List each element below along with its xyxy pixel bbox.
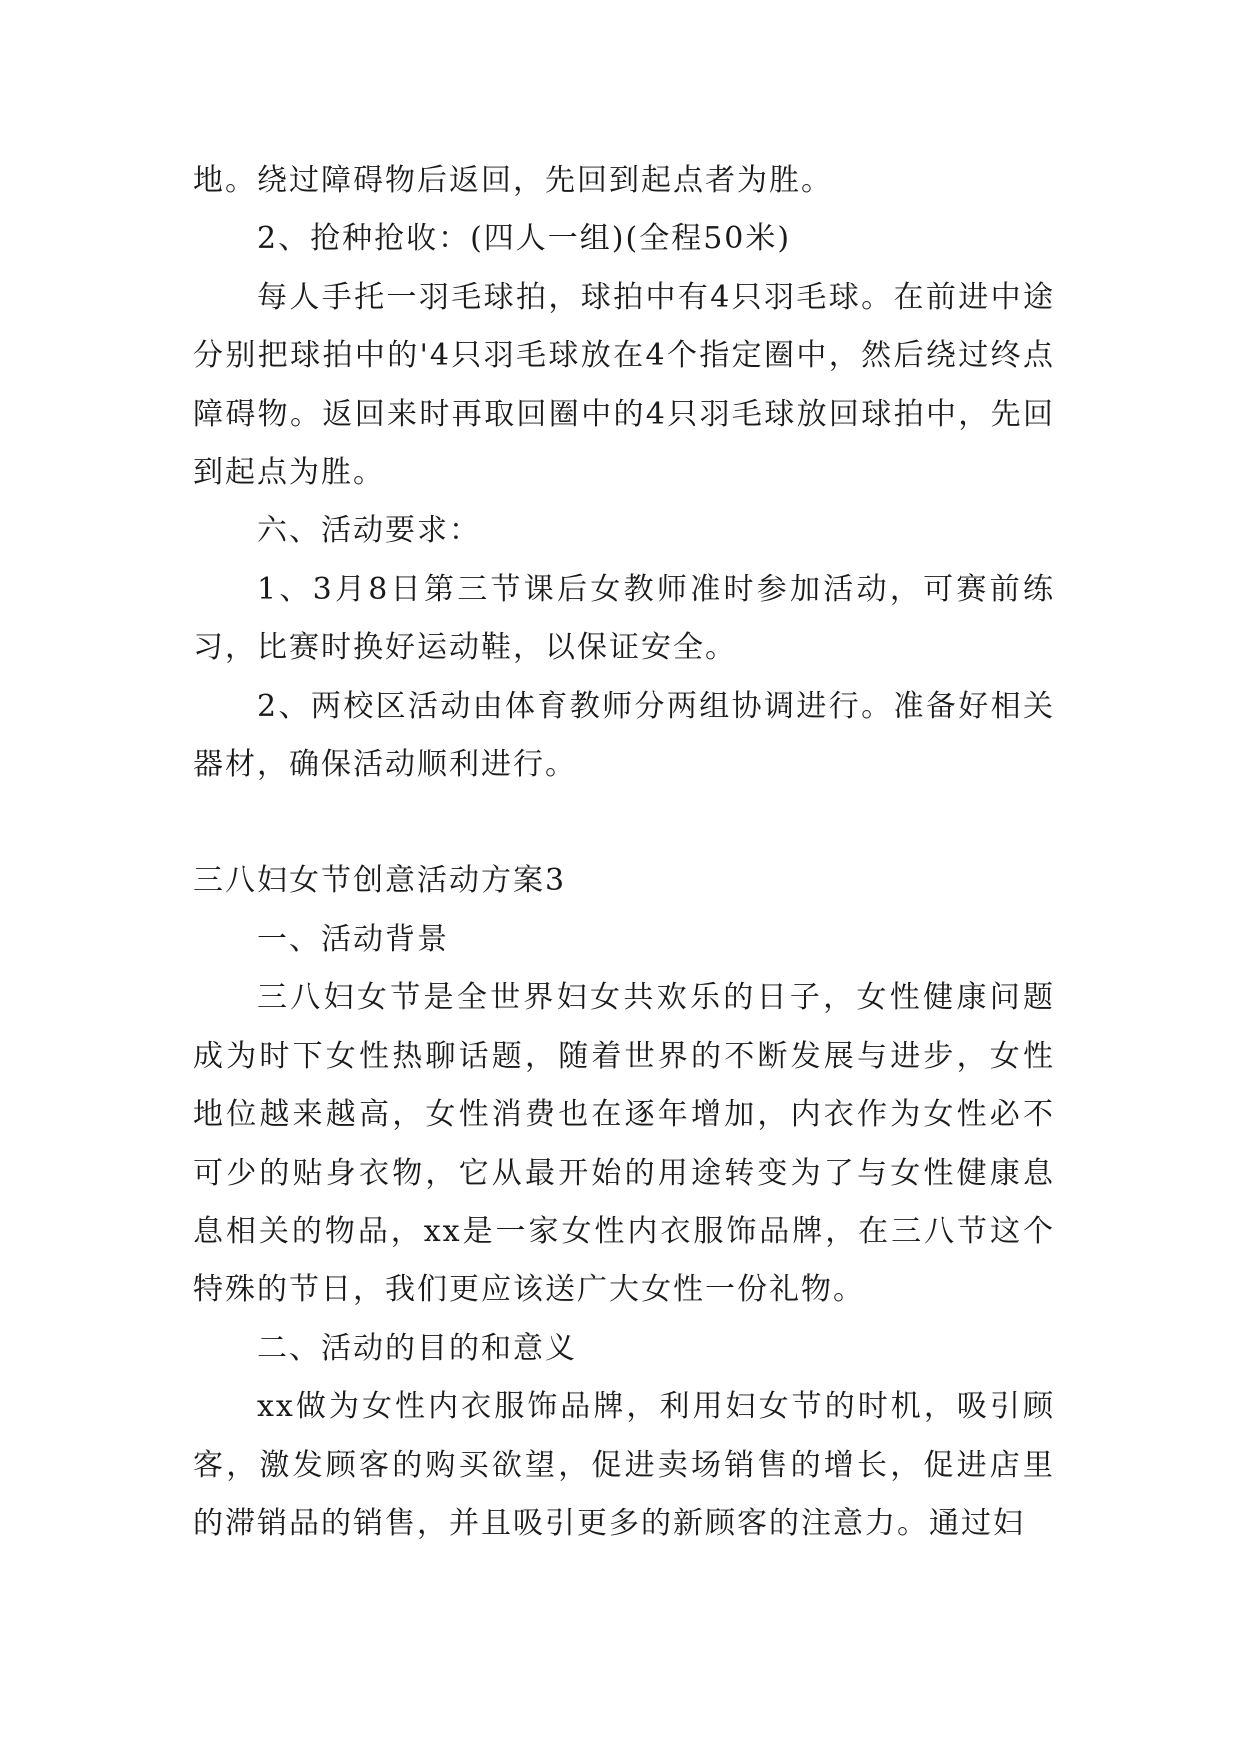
paragraph-requirement-1: 1、3月8日第三节课后女教师准时参加活动，可赛前练习，比赛时换好运动鞋，以保证安全。 bbox=[193, 571, 1055, 666]
paragraph-background: 三八妇女节是全世界妇女共欢乐的日子，女性健康问题成为时下女性热聊话题，随着世界的不断发展与进步，女性地位越来越高，女性消费也在逐年增加，内衣作为女性必不可少的贴身衣物，它从最开始的用途转变为了与女性健康息息相关的物品，xx是一家女性内衣服饰品牌，在三八节这个特殊的节日，我们更应该送广大女性一份礼物。 bbox=[193, 980, 1055, 1308]
paragraph-requirement-2: 2、两校区活动由体育教师分两组协调进行。准备好相关器材，确保活动顺利进行。 bbox=[193, 688, 1055, 783]
document-body bbox=[193, 152, 1055, 1553]
section-title: 三八妇女节创意活动方案3 bbox=[193, 863, 567, 899]
paragraph-game-2-rules: 每人手托一羽毛球拍，球拍中有4只羽毛球。在前进中途分别把球拍中的'4只羽毛球放在4个指定圈中，然后绕过终点障碍物。返回来时再取回圈中的4只羽毛球放回球拍中，先回到起点为胜。 bbox=[193, 279, 1055, 491]
heading-background: 一、活动背景 bbox=[257, 921, 449, 957]
paragraph-game-2: 2、抢种抢收：(四人一组)(全程50米) bbox=[257, 221, 792, 257]
heading-purpose: 二、活动的目的和意义 bbox=[257, 1330, 577, 1366]
heading-requirements: 六、活动要求： bbox=[257, 513, 481, 549]
paragraph-continuation: 地。绕过障碍物后返回，先回到起点者为胜。 bbox=[193, 163, 833, 198]
paragraph-purpose: xx做为女性内衣服饰品牌，利用妇女节的时机，吸引顾客，激发顾客的购买欲望，促进卖场销售的增长，促进店里的滞销品的销售，并且吸引更多的新顾客的注意力。通过妇 bbox=[193, 1389, 1055, 1541]
